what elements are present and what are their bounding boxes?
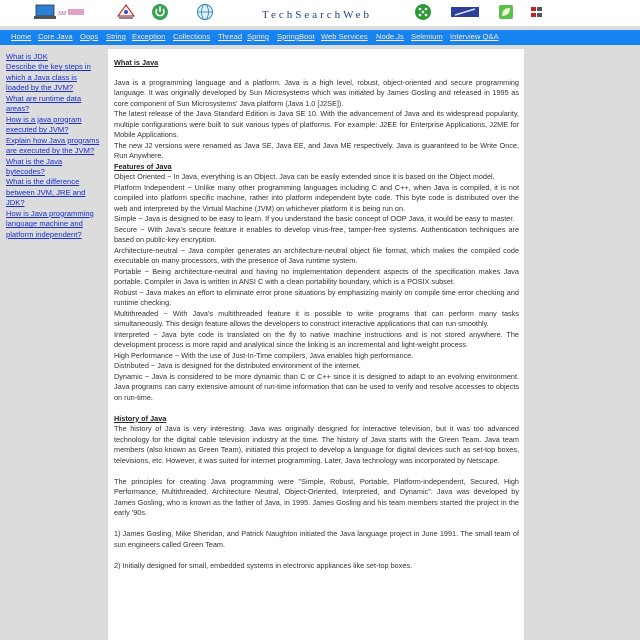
nav-core-java[interactable]: Core Java	[38, 32, 73, 41]
feature-item: Architecture-neutral − Java compiler generates an architecture-neutral object file format, which makes the compiled code executable on many processors, with the presence of Java runtime system.	[114, 245, 519, 265]
feature-item: Distributed − Java is designed for the distributed environment of the internet.	[114, 361, 361, 370]
brand-title[interactable]: TechSearchWeb	[262, 9, 373, 21]
feature-item: Secure − With Java's secure feature it enables to develop virus-free, tamper-free systems. Authentication techniques are based on public-key encryption.	[114, 224, 519, 244]
sidebar-link-program-executed[interactable]: How is a java program executed by JVM?	[6, 114, 82, 135]
feature-item: High Performance − With the use of Just-In-Time compilers, Java enables high performance.	[114, 350, 414, 360]
flag-icon[interactable]	[529, 3, 545, 21]
paragraph: The history of Java is very interesting. Java was originally designed for interactive television, but it was too advanced technology for the digital cable television industry at the time. The history of Java starts with the Green Team. Java team members (also known as Green Team), initiated this project to develop a language for digital devices such as set-top boxes, televisions, etc. However, it was suited for internet programming. Later, Java technology was incorporated by Netscape.	[114, 424, 519, 465]
sidebar-link-runtime-data-areas[interactable]: What are runtime data areas?	[6, 93, 82, 114]
dots-circle-icon[interactable]	[413, 3, 433, 21]
paragraph: The principles for creating Java programming were "Simple, Robust, Portable, Platform-independent, Secured, High Performance, Multithreaded, Architecture Neutral, Object-Oriented, Interpreted, and Dynamic". Java was developed by James Gosling, who is known as the father of Java, in 1995. James Gosling and his team members started the project in the early '90s.	[114, 476, 519, 517]
sidebar	[6, 52, 100, 240]
nav-collections[interactable]: Collections	[173, 32, 211, 41]
paragraph: 1) James Gosling, Mike Sheridan, and Patrick Naughton initiated the Java language project in June 1991. The small team of sun engineers called Green Team.	[114, 529, 519, 549]
pen-icon[interactable]	[451, 3, 479, 21]
power-icon[interactable]	[150, 3, 170, 21]
nav-string[interactable]: String	[106, 32, 126, 41]
leaf-icon[interactable]	[498, 3, 514, 21]
feature-item: Simple − Java is designed to be easy to learn. If you understand the basic concept of OOP Java, it would be easy to master.	[114, 214, 515, 223]
section-title-what-is-java: What is Java	[114, 58, 159, 67]
nav-nodejs[interactable]: Node.Js	[376, 32, 404, 41]
nav-thread[interactable]: Thread	[218, 32, 243, 41]
logo-text: SM	[58, 11, 66, 17]
feature-item: Object Oriented − In Java, everything is an Object. Java can be easily extended since it is based on the Object model.	[114, 172, 495, 181]
globe-icon[interactable]	[195, 3, 215, 21]
feature-item: Multithreaded − With Java's multithreaded feature it is possible to write programs that can perform many tasks simultaneously. This design feature allows the developers to construct interactive applications that can run smoothly.	[114, 308, 519, 328]
feature-item: Robust − Java makes an effort to eliminate error prone situations by emphasizing mainly on compile time error checking and runtime checking.	[114, 287, 519, 307]
nav-exception[interactable]: Exception	[132, 32, 166, 41]
paragraph: The latest release of the Java Standard Edition is Java SE 10. With the advancement of Java and its widespread popularity, multiple configurations were built to suit various types of platforms. For example: J2EE for Enterprise Applications, J2ME for Mobile Applications.	[114, 109, 519, 139]
paragraph: Java is a programming language and a platform. Java is a high level, robust, object-oriented and secure programming language. It was originally developed by Sun Microsystems which was initiated by James Gosling and released in 1995 as core component of Sun Microsystems' Java platform (Java 1.0 [J2SE]).	[114, 77, 519, 108]
sidebar-link-bytecodes[interactable]: What is the Java bytecodes?	[6, 156, 63, 176]
section-title-history: History of Java	[114, 413, 167, 423]
nav-selenium[interactable]: Selenium	[411, 32, 443, 41]
nav-spring[interactable]: Spring	[247, 32, 269, 41]
nav-oops[interactable]: Oops	[80, 32, 99, 41]
sidebar-link-platform-independent[interactable]: How is Java programming language machine and platform independent?	[6, 208, 94, 239]
nav-interview-qa[interactable]: Interview Q&A	[450, 32, 499, 41]
sidebar-link-programs-executed[interactable]: Explain how Java programs are executed by the JVM?	[6, 135, 100, 156]
feature-item: Dynamic − Java is considered to be more dynamic than C or C++ since it is designed to adapt to an evolving environment. Java programs can carry extensive amount of run-time information that can be used to verify and resolve accesses to objects on run-time.	[114, 371, 519, 402]
laptop-logo-icon[interactable]	[34, 3, 86, 21]
sidebar-link-jvm-jre-jdk[interactable]: What is the difference between JVM, JRE and JDK?	[6, 177, 86, 208]
section-title-features: Features of Java	[114, 161, 172, 171]
main-nav	[0, 30, 640, 45]
nav-home[interactable]: Home	[11, 32, 32, 41]
network-icon[interactable]	[115, 3, 137, 21]
feature-item: Platform Independent − Unlike many other programming languages including C and C++, when Java is compiled, it is not compiled into platform specific machine, rather into platform independent byte code. This byte code is distributed over the web and interpreted by the Virtual Machine (JVM) on whichever platform it is being run on.	[114, 182, 519, 213]
article-panel	[108, 49, 524, 640]
feature-item: Portable − Being architecture-neutral and having no implementation dependent aspects of the specification makes Java portable. Compiler in Java is written in ANSI C with a clean portability boundary, which is a POSIX subset.	[114, 266, 519, 286]
paragraph: 2) Initially designed for small, embedded systems in electronic appliances like set-top boxes.	[114, 560, 413, 570]
sidebar-link-what-is-jdk[interactable]: What is JDK	[6, 52, 48, 61]
nav-web-services[interactable]: Web Services	[321, 32, 368, 41]
top-banner	[0, 0, 640, 26]
nav-springboot[interactable]: SpringBoot	[277, 32, 315, 41]
feature-item: Interpreted − Java byte code is translated on the fly to native machine instructions and is not stored anywhere. The development process is more rapid and analytical since the linking is an incremental and light-weight process.	[114, 329, 519, 349]
sidebar-link-class-loading[interactable]: Describe the key steps in which a Java class is loaded by the JVM?	[6, 62, 91, 93]
paragraph: The new J2 versions were renamed as Java SE, Java EE, and Java ME respectively. Java is guaranteed to be Write Once, Run Anywhere.	[114, 140, 519, 160]
article-body	[114, 58, 519, 571]
